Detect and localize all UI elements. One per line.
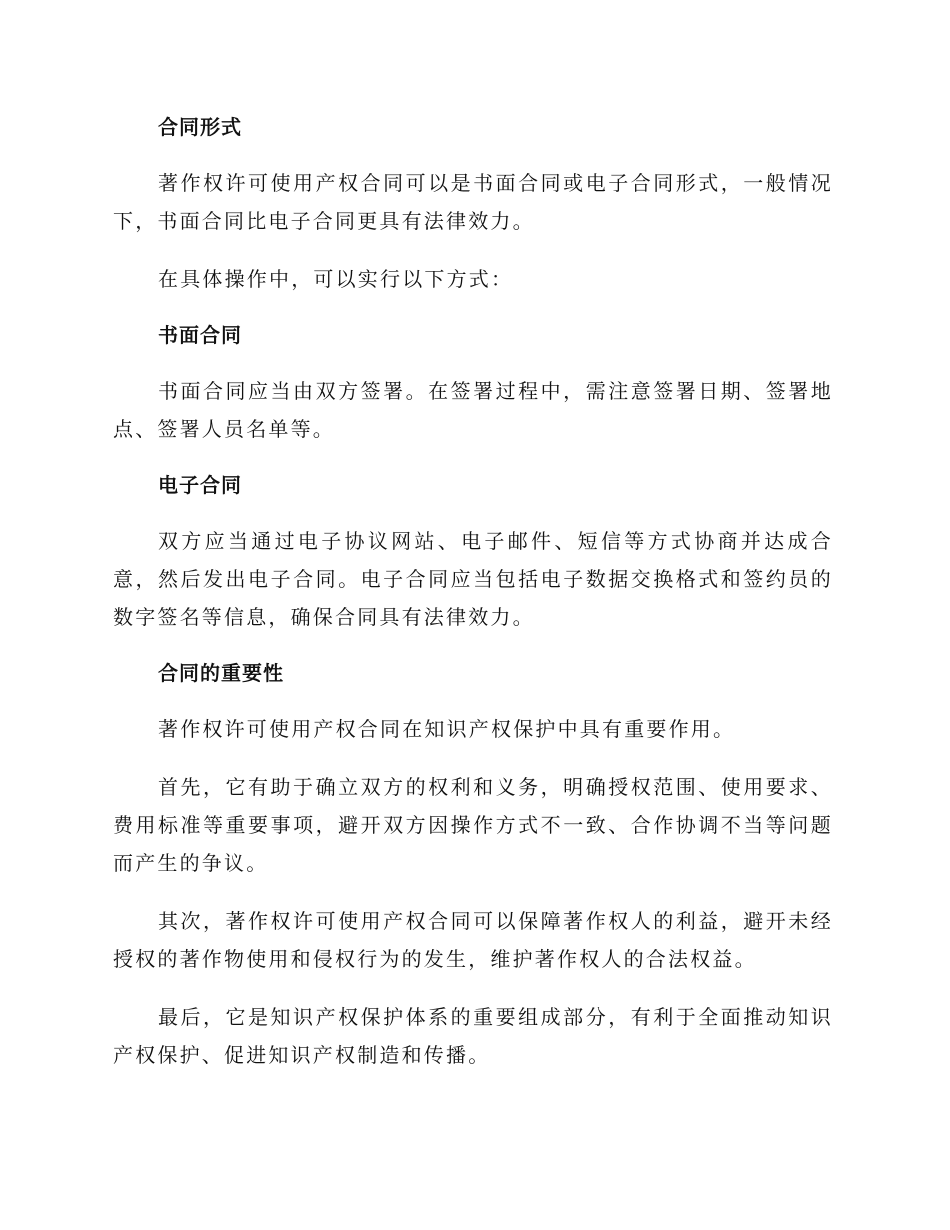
paragraph-importance-last: 最后，它是知识产权保护体系的重要组成部分，有利于全面推动知识产权保护、促进知识产权制造和传播。	[113, 1005, 833, 1067]
paragraph-importance-intro: 著作权许可使用产权合同在知识产权保护中具有重要作用。	[158, 717, 736, 741]
document-body	[113, 108, 833, 1074]
paragraph-electronic-contract: 双方应当通过电子协议网站、电子邮件、短信等方式协商并达成合意，然后发出电子合同。电子合同应当包括电子数据交换格式和签约员的数字签名等信息，确保合同具有法律效力。	[113, 529, 833, 629]
paragraph-operation-methods: 在具体操作中，可以实行以下方式：	[158, 267, 514, 291]
paragraph-importance-first: 首先，它有助于确立双方的权利和义务，明确授权范围、使用要求、费用标准等重要事项，避开双方因操作方式不一致、合作协调不当等问题而产生的争议。	[113, 775, 833, 875]
section-heading-electronic-contract: 电子合同	[158, 473, 242, 497]
paragraph-written-contract: 书面合同应当由双方签署。在签署过程中，需注意签署日期、签署地点、签署人员名单等。	[113, 379, 833, 441]
section-heading-contract-importance: 合同的重要性	[158, 661, 284, 685]
section-heading-written-contract: 书面合同	[158, 323, 242, 347]
paragraph-importance-second: 其次，著作权许可使用产权合同可以保障著作权人的利益，避开未经授权的著作物使用和侵权行为的发生，维护著作权人的合法权益。	[113, 909, 833, 971]
section-heading-contract-form: 合同形式	[158, 115, 242, 139]
paragraph-contract-form: 著作权许可使用产权合同可以是书面合同或电子合同形式，一般情况下，书面合同比电子合同更具有法律效力。	[113, 171, 833, 233]
